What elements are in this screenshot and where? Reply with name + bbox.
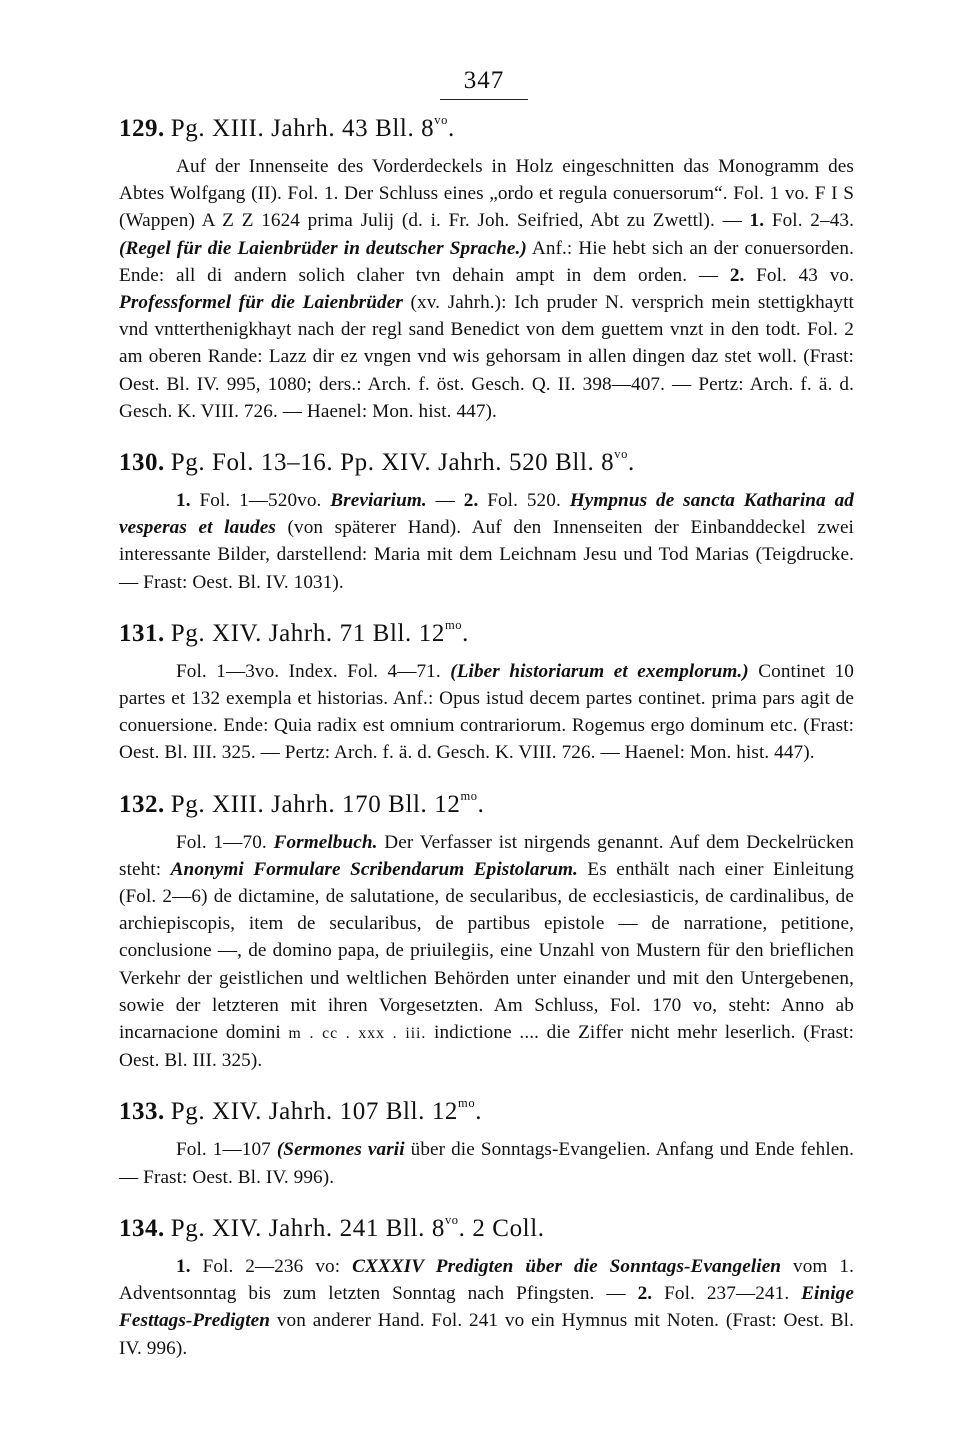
entry-heading-text: Pg. XIV. Jahrh. 71 Bll. 12 xyxy=(170,619,445,647)
format-superscript: vo xyxy=(434,113,448,128)
item-number: 1. xyxy=(176,490,191,512)
item-number: 2. xyxy=(729,264,745,286)
text-segment: (xv. Jahrh.): Ich pruder N. versprich mein stettigkhaytt vnd vntterthenigkhayt nach der regl sand Benedict von dem guettem vnzt in den todt. Fol. 2 am oberen Rande: Lazz dir ez vngen vnd wis gehorsam in allen dingen daz stet woll. (Frast: Oest. Bl. IV. 995, 1080; ders.: Arch. f. öst. Gesch. Q. II. 398—407. — Pertz: Arch. f. ä. d. Gesch. K. VIII. 726. — Haenel: Mon. hist. 447). xyxy=(119,292,854,422)
entry-description xyxy=(119,658,854,767)
item-number: 2. xyxy=(463,490,479,512)
item-number: 1. xyxy=(749,210,765,232)
catalog-entry xyxy=(119,618,854,767)
catalog-entry xyxy=(119,1096,854,1190)
text-segment: indictione .... die Ziffer nicht mehr leserlich. (Frast: Oest. Bl. III. 325). xyxy=(119,1022,854,1072)
catalog-entry xyxy=(119,113,854,425)
text-segment: Es enthält nach einer Einleitung (Fol. 2—6) de dictamine, de salutatione, de secularibus, de ecclesiasticis, de cardinalibus, de archiepiscopis, item de secularibus, de partibus epistole — de narratione, petitione, conclusione —, de domino papa, de priuilegiis, eine Unzahl von Mustern für den brieflichen Verkehr der geistlichen und weltlichen Behörden unter einander und mit den Untergebenen, sowie der letzteren mit ihren Vorgesetzten. Am Schluss, Fol. 170 vo, steht: Anno ab incarnacione domini xyxy=(119,858,854,1044)
format-superscript: mo xyxy=(458,1096,476,1111)
text-segment: Auf der Innenseite des Vorderdeckels in Holz eingeschnitten das Monogramm des Abtes Wolfgang (II). Fol. 1. Der Schluss eines „ordo et regula conuersorum“. Fol. 1 vo. F I S (Wappen) A Z Z 1624 prima Julij (d. i. Fr. Joh. Seifried, Abt zu Zwettl). — xyxy=(119,156,854,232)
text-segment: Fol. 237—241. xyxy=(652,1283,802,1305)
format-superscript: mo xyxy=(444,617,463,632)
text-segment: über die Sonntags-Evangelien. Anfang und Ende fehlen. — Frast: Oest. Bl. IV. 996). xyxy=(119,1139,854,1188)
work-title: Professformel für die Laienbrüder xyxy=(119,292,403,314)
catalog-entry xyxy=(119,1213,854,1362)
entry-number: 130. xyxy=(119,449,165,477)
entry-heading-tail: . 2 Coll. xyxy=(458,1214,545,1242)
work-title: (Liber historiarum et exemplorum.) xyxy=(450,660,749,682)
entry-number: 131. xyxy=(119,619,165,647)
entry-heading xyxy=(119,1096,854,1128)
catalog-entries xyxy=(119,113,854,1384)
entry-heading xyxy=(119,447,854,479)
entry-description xyxy=(119,487,854,596)
work-title: Formelbuch. xyxy=(273,831,378,853)
text-segment: Fol. 43 vo. xyxy=(744,264,854,286)
entry-heading-text: Pg. XIV. Jahrh. 107 Bll. 12 xyxy=(170,1098,459,1126)
entry-heading xyxy=(119,1213,854,1245)
entry-heading-text: Pg. XIV. Jahrh. 241 Bll. 8 xyxy=(170,1214,445,1242)
entry-number: 133. xyxy=(119,1098,165,1126)
date-numeral: m . cc . xxx . iii. xyxy=(288,1025,427,1043)
format-superscript: vo xyxy=(444,1213,459,1228)
text-segment: Fol. 1—107 xyxy=(176,1139,277,1161)
text-segment: (von späterer Hand). Auf den Innenseiten der Einbanddeckel zwei interessante Bilder, darstellend: Maria mit dem Leichnam Jesu und Tod Marias (Teigdrucke. — Frast: Oest. Bl. IV. 1031). xyxy=(119,517,854,593)
text-segment: Der Verfasser ist nirgends genannt. Auf dem Deckelrücken steht: xyxy=(119,831,854,880)
entry-heading-tail: . xyxy=(628,449,635,477)
work-title: (Sermones varii xyxy=(276,1139,405,1161)
format-superscript: vo xyxy=(614,447,628,462)
work-title: Breviarium. xyxy=(330,490,427,512)
work-title: (Regel für die Laienbrüder in deutscher Sprache.) xyxy=(119,237,527,259)
page-number-rule xyxy=(440,99,528,100)
entry-heading xyxy=(119,789,854,821)
text-segment: Fol. 2–43. xyxy=(764,210,854,232)
text-segment: Fol. 1—70. xyxy=(176,831,274,853)
entry-heading-text: Pg. Fol. 13–16. Pp. XIV. Jahrh. 520 Bll. 8 xyxy=(170,449,615,477)
entry-description xyxy=(119,153,854,425)
entry-heading-tail: . xyxy=(447,115,455,142)
entry-heading-tail: . xyxy=(477,790,485,818)
text-segment: Anf.: Hie hebt sich an der conuersorden. Ende: all di andern solich claher tvn dehain ampt in dem orden. — xyxy=(119,237,854,286)
text-segment: Fol. 2—236 vo: xyxy=(190,1255,353,1277)
format-superscript: mo xyxy=(460,788,478,803)
work-title: Anonymi Formulare Scribendarum Epistolarum. xyxy=(170,858,578,880)
entry-number: 132. xyxy=(119,790,165,818)
text-segment: vom 1. Adventsonntag bis zum letzten Sonntag nach Pfingsten. — xyxy=(119,1255,855,1305)
entry-number: 129. xyxy=(119,115,165,142)
work-title: Hympnus de sancta Katharina ad vesperas et laudes xyxy=(119,490,854,539)
entry-description xyxy=(119,1253,854,1362)
work-title: Einige Festtags-Predigten xyxy=(119,1283,854,1332)
entry-heading xyxy=(119,113,854,145)
entry-description xyxy=(119,1136,854,1190)
entry-heading xyxy=(119,618,854,650)
entry-heading-text: Pg. XIII. Jahrh. 43 Bll. 8 xyxy=(170,115,435,142)
page-number: 347 xyxy=(463,67,505,94)
text-segment: Fol. 520. xyxy=(478,490,570,512)
text-segment: Fol. 1—520vo. xyxy=(190,490,331,512)
entry-heading-tail: . xyxy=(462,619,469,647)
text-segment: — xyxy=(426,490,464,512)
text-segment: Fol. 1—3vo. Index. Fol. 4—71. xyxy=(176,660,451,682)
text-segment: von anderer Hand. Fol. 241 vo ein Hymnus mit Noten. (Frast: Oest. Bl. IV. 996). xyxy=(119,1310,854,1359)
entry-heading-tail: . xyxy=(475,1098,483,1126)
catalog-entry xyxy=(119,447,854,596)
item-number: 2. xyxy=(637,1283,653,1305)
catalog-entry xyxy=(119,789,854,1075)
entry-number: 134. xyxy=(119,1214,165,1242)
item-number: 1. xyxy=(176,1255,191,1277)
work-title: CXXXIV Predigten über die Sonntags-Evangelien xyxy=(352,1255,782,1277)
text-segment: Continet 10 partes et 132 exempla et historias. Anf.: Opus istud decem partes continet. prima pars agit de conuersione. Ende: Quia radix est omnium contrariorum. Rogemus ergo dominum etc. (Frast: Oest. Bl. III. 325. — Pertz: Arch. f. ä. d. Gesch. K. VIII. 726. — Haenel: Mon. hist. 447). xyxy=(119,660,854,764)
entry-heading-text: Pg. XIII. Jahrh. 170 Bll. 12 xyxy=(170,790,461,818)
entry-description xyxy=(119,829,854,1075)
